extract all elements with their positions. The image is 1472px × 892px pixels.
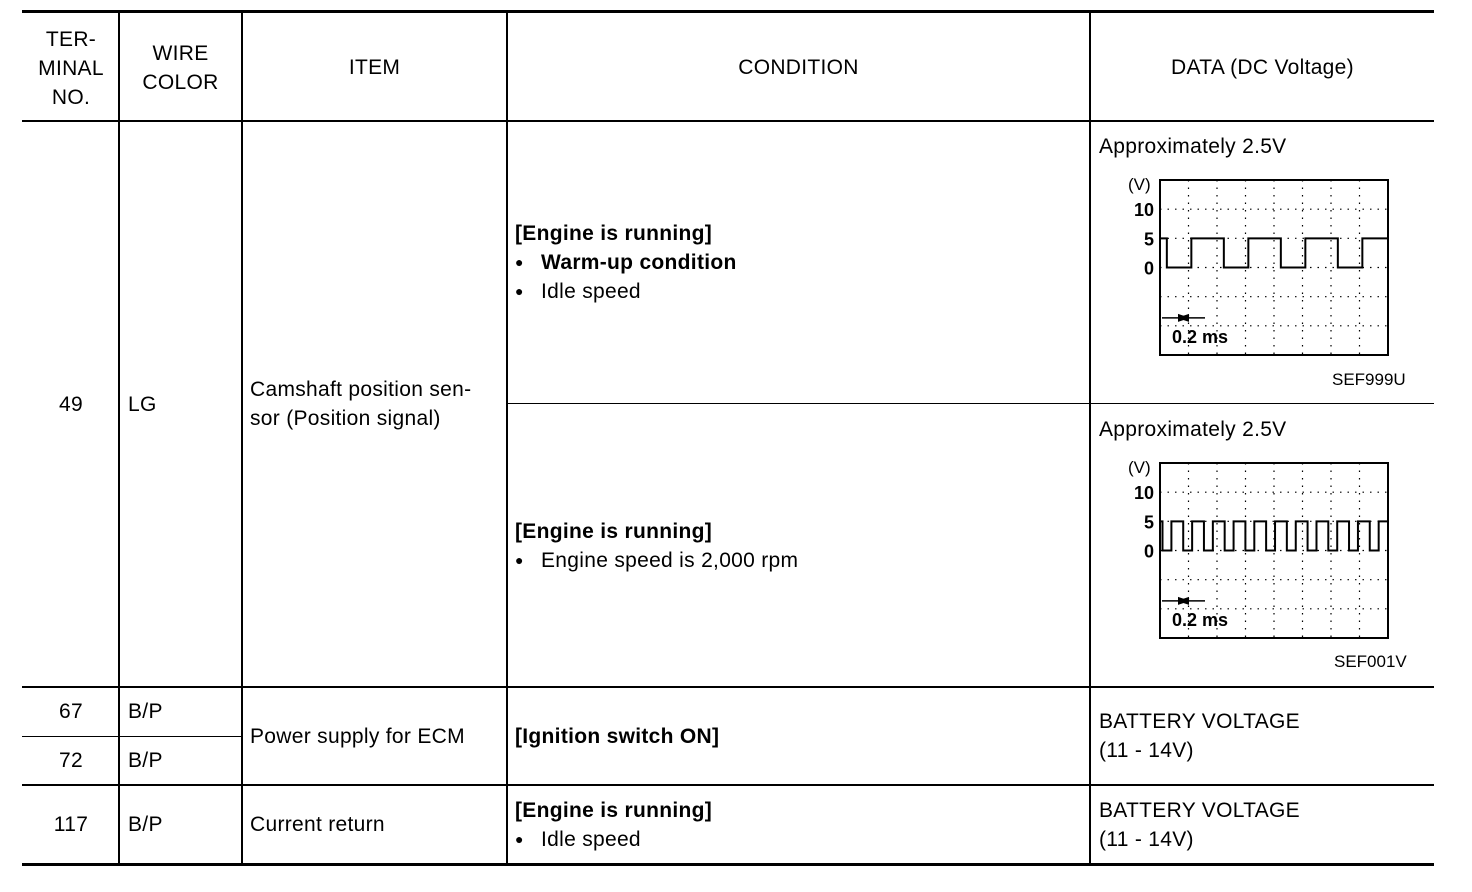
header-terminal-line-1: TER- — [45, 28, 97, 51]
header-condition: CONDITION — [738, 56, 859, 79]
scope-tick-label: 10 — [1133, 200, 1154, 221]
scope-tick-label: 10 — [1133, 483, 1154, 504]
table-top-rule — [22, 10, 1434, 13]
item-49-line-1: Camshaft position sen- — [250, 378, 472, 401]
condition-49b-bullet-1: ● Engine speed is 2,000 rpm — [515, 546, 798, 575]
data-67-72-line-2: (11 - 14V) — [1099, 739, 1194, 762]
header-terminal-line-3: NO. — [51, 86, 91, 109]
condition-49b-title: [Engine is running] — [515, 520, 713, 543]
scope-tick-label: 0 — [1143, 541, 1154, 562]
condition-117-title: [Engine is running] — [515, 799, 713, 822]
table-bottom-rule — [22, 863, 1434, 866]
figure-code-49a: SEF999U — [1332, 370, 1406, 389]
terminal-72: 72 — [59, 749, 83, 772]
data-67-72-line-1: BATTERY VOLTAGE — [1099, 710, 1300, 733]
header-wire-line-2: COLOR — [142, 71, 219, 94]
column-rule-4 — [1089, 13, 1091, 863]
condition-49a-bullet-2: ● Idle speed — [515, 277, 641, 306]
data-49b-voltage: Approximately 2.5V — [1099, 418, 1287, 441]
data-117-line-2: (11 - 14V) — [1099, 828, 1194, 851]
scope-unit-label: (V) — [1128, 175, 1151, 194]
row72-bottom-rule — [22, 784, 1434, 786]
wire-color-72: B/P — [128, 749, 163, 772]
header-data: DATA (DC Voltage) — [1171, 56, 1354, 79]
wire-color-117: B/P — [128, 813, 163, 836]
condition-117-bullet: ● Idle speed — [515, 825, 641, 854]
column-rule-2 — [241, 13, 243, 863]
item-49-line-2: sor (Position signal) — [250, 407, 441, 430]
column-rule-3 — [506, 13, 508, 863]
data-117-line-1: BATTERY VOLTAGE — [1099, 799, 1300, 822]
waveform-49a — [1120, 170, 1400, 365]
item-67-72: Power supply for ECM — [250, 725, 465, 748]
scope-tick-label: 5 — [1143, 512, 1154, 533]
wire-color-49: LG — [128, 393, 157, 416]
header-wire-line-1: WIRE — [152, 42, 209, 65]
figure-code-49b: SEF001V — [1334, 652, 1407, 671]
condition-67-72: [Ignition switch ON] — [515, 725, 720, 748]
condition-49a-title: [Engine is running] — [515, 222, 713, 245]
scope-timebase-label: 0.2 ms — [1172, 609, 1229, 630]
scope-tick-label: 0 — [1143, 258, 1154, 279]
terminal-117: 117 — [53, 813, 89, 836]
scope-unit-label: (V) — [1128, 458, 1151, 477]
terminal-67: 67 — [59, 700, 83, 723]
row49-split-rule — [506, 403, 1434, 404]
header-item: ITEM — [348, 56, 401, 79]
scope-timebase-label: 0.2 ms — [1172, 326, 1229, 347]
row49-bottom-rule — [22, 686, 1434, 688]
waveform-49b — [1120, 453, 1400, 648]
column-rule-1 — [118, 13, 120, 863]
header-terminal-line-2: MINAL — [38, 57, 104, 80]
scope-tick-label: 5 — [1143, 229, 1154, 250]
terminal-49: 49 — [59, 393, 83, 416]
row67-72-split-rule — [22, 736, 241, 737]
header-bottom-rule — [22, 120, 1434, 122]
wire-color-67: B/P — [128, 700, 163, 723]
data-49a-voltage: Approximately 2.5V — [1099, 135, 1287, 158]
item-117: Current return — [250, 813, 385, 836]
condition-49a-bullet-1: ● Warm-up condition — [515, 248, 737, 277]
